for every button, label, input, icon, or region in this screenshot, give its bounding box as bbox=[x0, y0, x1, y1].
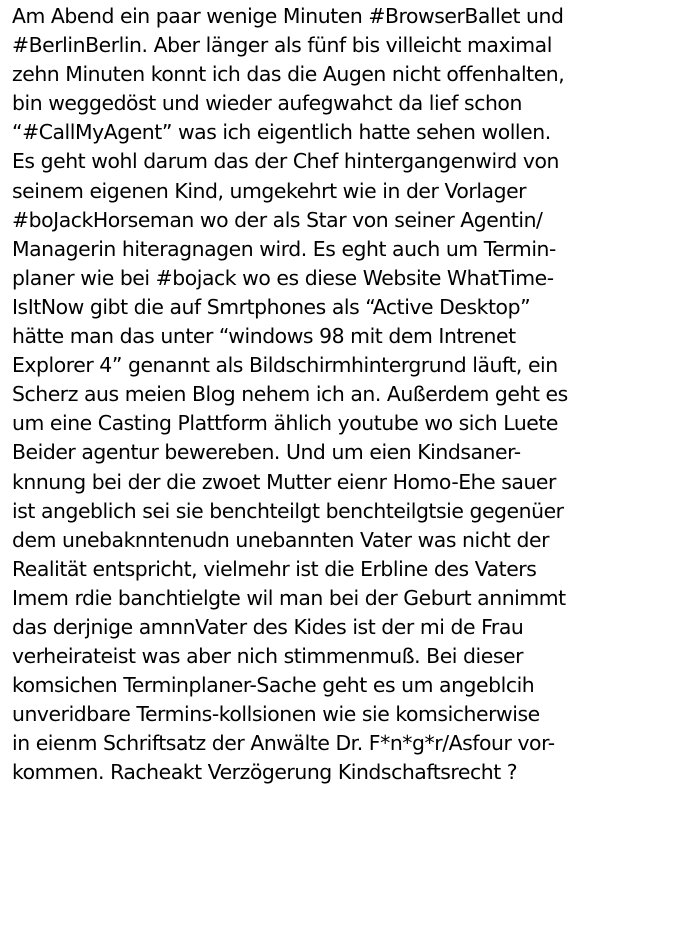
text-line: komsichen Terminplaner-Sache geht es um angeblcih bbox=[12, 673, 535, 698]
body-text bbox=[12, 2, 682, 788]
text-line: Beider agentur bewereben. Und um eien Kindsaner- bbox=[12, 440, 521, 465]
text-line: knnung bei der die zwoet Mutter eienr Homo-Ehe sauer bbox=[12, 469, 556, 494]
text-line: bin weggedöst und wieder aufegwahct da lief schon bbox=[12, 91, 522, 116]
text-line: Imem rdie banchtielgte wil man bei der Geburt annimmt bbox=[12, 585, 566, 610]
text-line: Scherz aus meien Blog nehem ich an. Außerdem geht es bbox=[12, 382, 568, 407]
text-line: seinem eigenen Kind, umgekehrt wie in der Vorlager bbox=[12, 178, 527, 203]
text-line: zehn Minuten konnt ich das die Augen nicht offenhalten, bbox=[12, 62, 565, 87]
text-line: unveridbare Termins-kollsionen wie sie komsicherwise bbox=[12, 702, 540, 727]
text-line: dem unebaknntenudn unebannten Vater was nicht der bbox=[12, 527, 550, 552]
text-line: das derjnige amnnVater des Kides ist der mi de Frau bbox=[12, 614, 524, 639]
text-line: #boJackHorseman wo der als Star von seiner Agentin/ bbox=[12, 207, 543, 232]
text-line: “#CallMyAgent” was ich eigentlich hatte sehen wollen. bbox=[12, 120, 551, 145]
text-line: um eine Casting Plattform ählich youtube wo sich Luete bbox=[12, 411, 559, 436]
text-line: IsItNow gibt die auf Smrtphones als “Active Desktop” bbox=[12, 294, 531, 319]
text-line: Es geht wohl darum das der Chef hintergangenwird von bbox=[12, 149, 559, 174]
text-line: hätte man das unter “windows 98 mit dem Intrenet bbox=[12, 324, 516, 349]
text-line: kommen. Racheakt Verzögerung Kindschaftsrecht ? bbox=[12, 760, 518, 785]
text-line: in eienm Schriftsatz der Anwälte Dr. F*n*g*r/Asfour vor- bbox=[12, 731, 555, 756]
text-line: Realität entspricht, vielmehr ist die Erbline des Vaters bbox=[12, 556, 537, 581]
text-line: verheirateist was aber nich stimmenmuß. Bei dieser bbox=[12, 644, 524, 669]
text-line: Am Abend ein paar wenige Minuten #BrowserBallet und bbox=[12, 4, 564, 28]
text-line: #BerlinBerlin. Aber länger als fünf bis villeicht maximal bbox=[12, 33, 552, 58]
text-line: Managerin hiteragnagen wird. Es eght auch um Termin- bbox=[12, 236, 556, 261]
text-line: Explorer 4” genannt als Bildschirmhintergrund läuft, ein bbox=[12, 353, 558, 378]
text-line: ist angeblich sei sie benchteilgt benchteilgtsie gegenüer bbox=[12, 498, 564, 523]
text-line: planer wie bei #bojack wo es diese Website WhatTime- bbox=[12, 265, 554, 290]
